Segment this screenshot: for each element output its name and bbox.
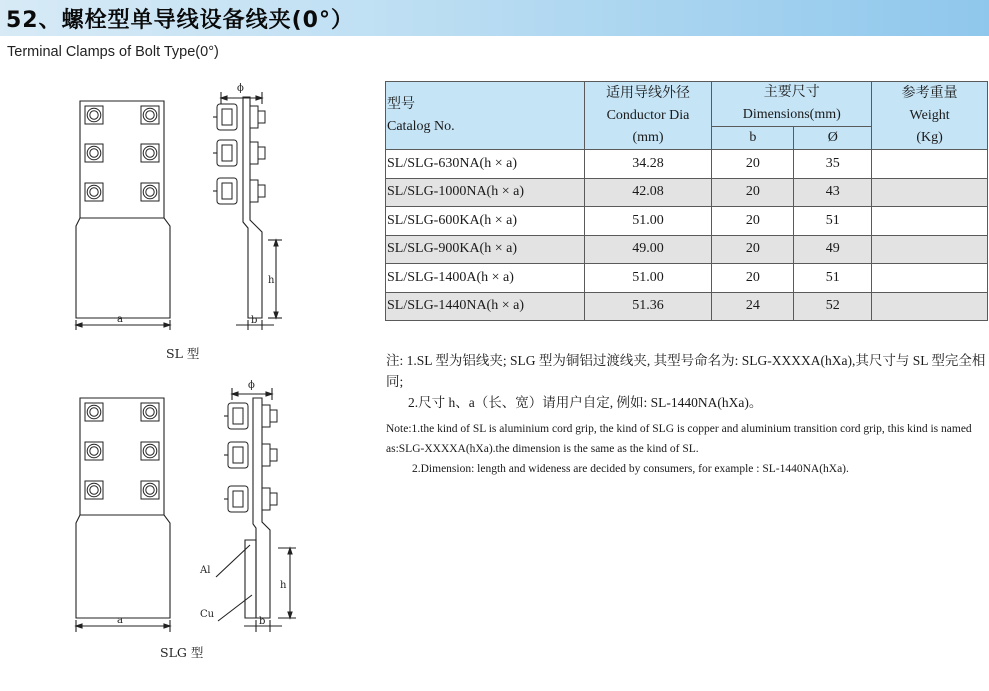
cell-b: 20	[712, 207, 794, 236]
note-cn-1: 注: 1.SL 型为铝线夹; SLG 型为铜铝过渡线夹, 其型号命名为: SLG-XXXXA(hXa),其尺寸与 SL 型完全相同;	[386, 353, 986, 389]
cell-conductor: 49.00	[584, 235, 712, 264]
sl-side-view	[213, 92, 282, 330]
cell-b: 20	[712, 264, 794, 293]
dim-label-h: h	[268, 275, 275, 286]
table-row	[386, 235, 988, 264]
dim-label-a-slg: a	[117, 615, 123, 626]
slg-side-view	[216, 388, 296, 632]
cell-phi: 51	[794, 207, 872, 236]
sl-caption: SL 型	[166, 346, 200, 361]
cell-catalog: SL/SLG-600KA(h × a)	[386, 207, 585, 236]
slg-front-view	[76, 398, 170, 632]
table-row	[386, 264, 988, 293]
notes-section	[386, 350, 988, 479]
spec-table	[385, 81, 988, 321]
header-conductor: 适用导线外径 Conductor Dia (mm)	[584, 82, 712, 150]
cell-weight	[872, 150, 988, 179]
header-catalog: 型号 Catalog No.	[386, 82, 585, 150]
table-row	[386, 178, 988, 207]
cell-weight	[872, 264, 988, 293]
dim-label-a: a	[117, 314, 123, 325]
dim-label-phi-slg: ϕ	[248, 380, 255, 391]
note-en-2: 2.Dimension: length and wideness are decided by consumers, for example : SL-1440NA(hXa).	[412, 463, 849, 475]
cell-weight	[872, 235, 988, 264]
cell-b: 20	[712, 178, 794, 207]
slg-caption: SLG 型	[160, 645, 204, 660]
cell-weight	[872, 178, 988, 207]
dim-label-b: b	[251, 315, 258, 326]
table-row	[386, 292, 988, 321]
sl-front-view	[76, 101, 170, 330]
cell-phi: 51	[794, 264, 872, 293]
cell-catalog: SL/SLG-900KA(h × a)	[386, 235, 585, 264]
cell-weight	[872, 207, 988, 236]
cell-phi: 35	[794, 150, 872, 179]
label-al: Al	[200, 565, 211, 576]
cell-phi: 43	[794, 178, 872, 207]
cell-b: 24	[712, 292, 794, 321]
note-cn-2: 2.尺寸 h、a（长、宽）请用户自定, 例如: SL-1440NA(hXa)。	[408, 395, 763, 410]
cell-conductor: 51.00	[584, 264, 712, 293]
note-en-1: Note:1.the kind of SL is aluminium cord grip, the kind of SLG is copper and aluminium transition cord grip, this kind is named as:SLG-XXXXA(hXa).the dimension is the same as the kind of SL.	[386, 423, 972, 455]
cell-b: 20	[712, 150, 794, 179]
cell-conductor: 51.00	[584, 207, 712, 236]
cell-phi: 49	[794, 235, 872, 264]
table-row	[386, 207, 988, 236]
cell-catalog: SL/SLG-630NA(h × a)	[386, 150, 585, 179]
cell-b: 20	[712, 235, 794, 264]
header-dim-phi: Ø	[794, 127, 872, 150]
page-subtitle: Terminal Clamps of Bolt Type(0°)	[7, 44, 219, 60]
cell-catalog: SL/SLG-1400A(h × a)	[386, 264, 585, 293]
cell-catalog: SL/SLG-1000NA(h × a)	[386, 178, 585, 207]
dim-label-phi: ϕ	[237, 83, 244, 94]
cell-catalog: SL/SLG-1440NA(h × a)	[386, 292, 585, 321]
cell-phi: 52	[794, 292, 872, 321]
cell-conductor: 51.36	[584, 292, 712, 321]
cell-conductor: 34.28	[584, 150, 712, 179]
header-dimensions: 主要尺寸 Dimensions(mm)	[712, 82, 872, 127]
cell-weight	[872, 292, 988, 321]
cell-conductor: 42.08	[584, 178, 712, 207]
page-title: 52、螺栓型单导线设备线夹(0°）	[6, 8, 354, 33]
header-dim-b: b	[712, 127, 794, 150]
table-row	[386, 150, 988, 179]
header-weight: 参考重量 Weight (Kg)	[872, 82, 988, 150]
dim-label-h-slg: h	[280, 580, 287, 591]
dim-label-b-slg: b	[259, 616, 266, 627]
label-cu: Cu	[200, 609, 215, 620]
